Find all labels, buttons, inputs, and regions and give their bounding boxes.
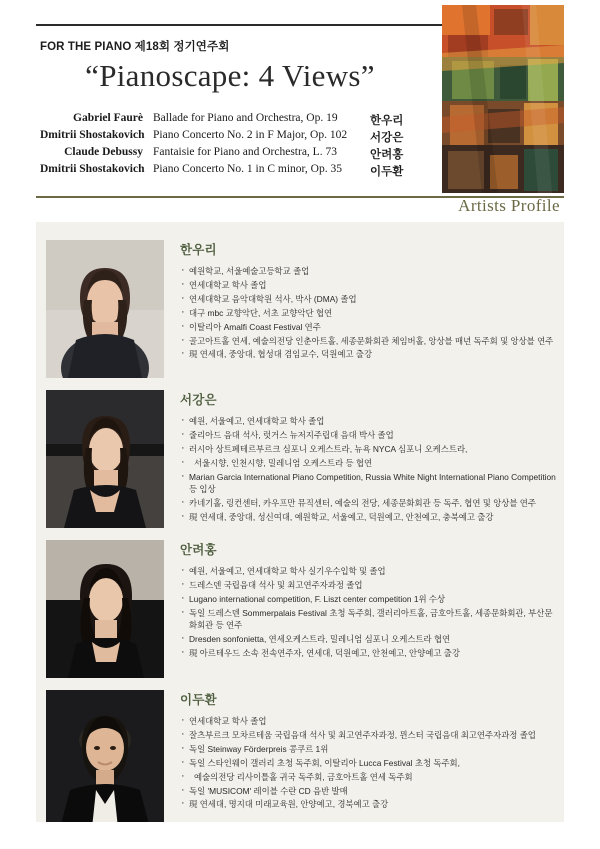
program-composer: Dmitrii Shostakovich: [40, 129, 145, 141]
credential-item: · 예원, 서울예고, 연세대학교 학사 졸업: [180, 415, 558, 427]
credential-item: · 예술의전당 리사이틀홀 귀국 독주회, 금호아트홀 연세 독주회: [180, 771, 558, 783]
credential-item: · 독일 스타인웨이 갤러리 초청 독주회, 이탈리아 Lucca Festival 초청 독주회,: [180, 757, 558, 769]
program-work: Ballade for Piano and Orchestra, Op. 19: [153, 112, 338, 124]
artist-credentials: [180, 715, 558, 811]
credential-item: · 드레스덴 국립음대 석사 및 최고연주자과정 졸업: [180, 579, 558, 591]
credential-item: · 이탈리아 Amalfi Coast Festival 연주: [180, 321, 558, 333]
program-composer: Claude Debussy: [64, 146, 143, 158]
performer-list: [370, 112, 450, 180]
performer-name: 한우리: [370, 115, 404, 127]
program-row: [40, 146, 425, 163]
artist-name: 안려홍: [180, 543, 217, 557]
program-row: [40, 129, 425, 146]
credential-item: · 연세대학교 음악대학원 석사, 박사 (DMA) 졸업: [180, 293, 558, 305]
program-work: Piano Concerto No. 2 in F Major, Op. 102: [153, 129, 348, 141]
artist-credentials: [180, 265, 558, 361]
artist-credentials: [180, 415, 558, 523]
credential-item: · 대구 mbc 교향악단, 서초 교향악단 협연: [180, 307, 558, 319]
artist-name: 한우리: [180, 243, 217, 257]
credential-item: · Dresden sonfonietta, 연세오케스트라, 밀레니엄 심포니 오케스트라 협연: [180, 633, 558, 645]
artist-credentials: [180, 565, 558, 659]
header: [0, 0, 600, 215]
program-list: [40, 112, 425, 180]
program-composer: Dmitrii Shostakovich: [40, 163, 145, 175]
credential-item: · Marian Garcia International Piano Competition, Russia White Night International Piano Competition 등 입상: [180, 471, 558, 496]
artist-photo-anryeohong: [46, 540, 164, 678]
credential-item: · 독일 드레스덴 Sommerpalais Festival 초청 독주회, 갤러리아트홀, 금호아트홀, 세종문화회관, 부산문화회관 등 연주: [180, 607, 558, 632]
artist-photo-leedoohwan: [46, 690, 164, 828]
credential-item: · 現 아르테우드 소속 전속연주자, 연세대, 덕원예고, 안천예고, 안양예고 출강: [180, 647, 558, 659]
credential-item: · 예원, 서울예고, 연세대학교 학사 실기우수입학 및 졸업: [180, 565, 558, 577]
credential-item: · 現 연세대, 중앙대, 협성대 겸임교수, 덕원예고 출강: [180, 348, 558, 360]
credential-item: · 독일 Steinway Förderpreis 콩쿠르 1위: [180, 743, 558, 755]
right-margin-band: [564, 222, 600, 822]
performer-name: 안려홍: [370, 149, 404, 161]
artist-info: [180, 240, 558, 362]
artist-info: [180, 690, 558, 812]
artist-photo-hanwoori: [46, 240, 164, 378]
program-work: Fantaisie for Piano and Orchestra, L. 73: [153, 146, 337, 158]
credential-item: · 서울시향, 인천시향, 밀레니엄 오케스트라 등 협연: [180, 457, 558, 469]
artist-photo-seogangeun: [46, 390, 164, 528]
credential-item: · 現 연세대, 명지대 미래교육원, 안양예고, 경북예고 출강: [180, 798, 558, 810]
credential-item: · 예원학교, 서울예술고등학교 졸업: [180, 265, 558, 277]
credential-item: · 現 연세대, 중앙대, 성신여대, 예원학교, 서울예고, 덕원예고, 안천예고, 충북예고 출강: [180, 511, 558, 523]
artist-info: [180, 390, 558, 525]
artist-info: [180, 540, 558, 661]
artist-name: 서강은: [180, 393, 217, 407]
program-composer: Gabriel Faurè: [73, 112, 143, 124]
artists-profile-heading: Artists Profile: [458, 196, 560, 215]
credential-item: · 카네기홀, 링컨센터, 카우프만 뮤직센터, 예술의 전당, 세종문화회관 등 독주, 협연 및 앙상블 연주: [180, 497, 558, 509]
performer-name: 이두환: [370, 166, 404, 178]
program-work: Piano Concerto No. 1 in C minor, Op. 35: [153, 163, 342, 175]
artists-section: [0, 222, 600, 822]
cover-artwork-image: [442, 5, 564, 193]
artist-name: 이두환: [180, 693, 217, 707]
credential-item: · 골고아트홀 연세, 예술의전당 인춘아트홀, 세종문화회관 체임버홀, 앙상블 매년 독주회 및 앙상블 연주: [180, 335, 558, 347]
credential-item: · 연세대학교 학사 졸업: [180, 715, 558, 727]
credential-item: · 줄리아드 음대 석사, 럿거스 뉴저지주립대 음대 박사 졸업: [180, 429, 558, 441]
credential-item: · 연세대학교 학사 졸업: [180, 279, 558, 291]
left-margin-band: [0, 222, 36, 822]
page-title: “Pianoscape: 4 Views”: [85, 58, 375, 93]
credential-item: · 잘츠부르크 모차르테움 국립음대 석사 및 최고연주자과정, 뮌스터 국립음대 최고연주자과정 졸업: [180, 729, 558, 741]
credential-item: · 독일 'MUSICOM' 레이블 수란 CD 음반 발매: [180, 785, 558, 797]
program-row: [40, 163, 425, 180]
performer-name: 서강은: [370, 132, 404, 144]
credential-item: · Lugano international competition, F. Liszt center competition 1위 수상: [180, 593, 558, 605]
kicker-text: FOR THE PIANO 제18회 정기연주회: [40, 41, 230, 53]
credential-item: · 러시아 상트페테르부르크 심포니 오케스트라, 뉴욕 NYCA 심포니 오케스트라,: [180, 443, 558, 455]
program-row: [40, 112, 425, 129]
footer-whitespace: [0, 822, 600, 849]
